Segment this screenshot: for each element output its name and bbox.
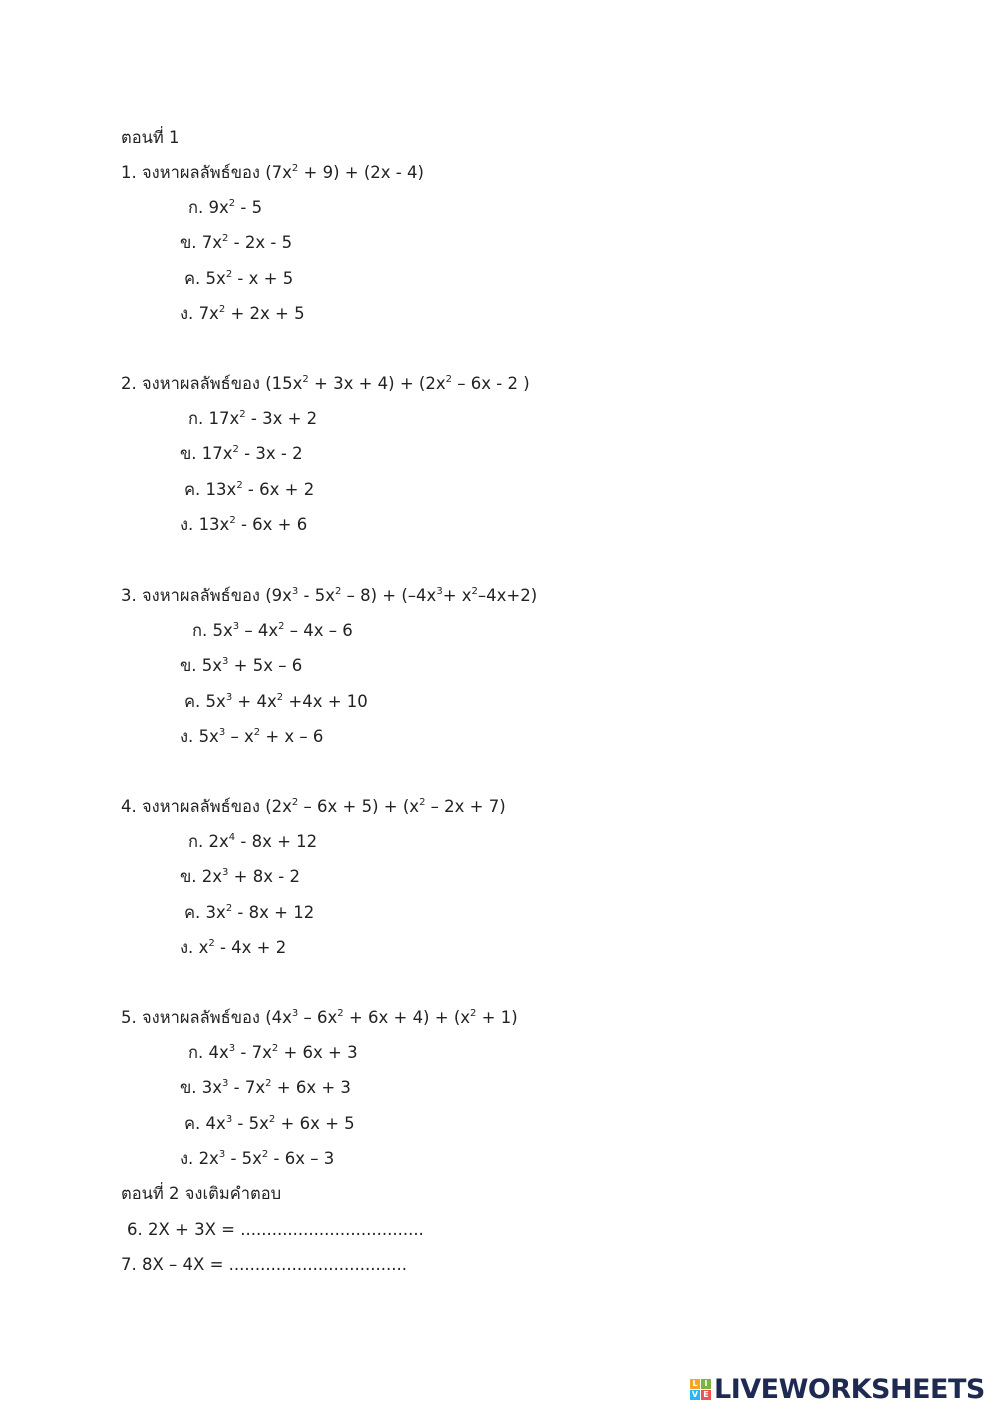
question-prompt: จงหาผลลัพธ์ของ (142, 1008, 260, 1027)
exponent: 2 (225, 269, 233, 280)
choice-2-4[interactable] (180, 515, 307, 535)
fill-item-7[interactable] (121, 1255, 407, 1275)
expression-part: - 3x + 2 (245, 409, 318, 428)
exponent: 3 (225, 692, 233, 703)
expression-part: - 8x + 12 (235, 832, 318, 851)
exponent: 2 (253, 727, 261, 738)
exponent: 3 (291, 1008, 299, 1019)
choice-label: ข. (180, 867, 197, 886)
exponent: 3 (222, 656, 229, 667)
part1-title (121, 128, 180, 148)
choice-label: ข. (180, 656, 197, 675)
expression-part: - 8x + 12 (232, 903, 315, 922)
exponent: 2 (222, 233, 229, 244)
choice-label: ก. (188, 1043, 204, 1062)
question-number: 3. (121, 586, 137, 605)
expression-part: – 2x + 7) (425, 797, 506, 816)
choice-label: ก. (192, 621, 208, 640)
expression-part: 2x (201, 867, 223, 886)
expression-part: 13x (205, 480, 237, 499)
expression-part: + 1) (476, 1008, 518, 1027)
fill-number: 6. (127, 1220, 143, 1239)
exponent: 2 (261, 1149, 269, 1160)
choice-2-2[interactable] (180, 444, 303, 464)
exponent: 2 (278, 621, 285, 632)
choice-label: ก. (188, 198, 204, 217)
expression-part: 17x (208, 409, 240, 428)
part2-title (121, 1184, 281, 1204)
fill-item-6[interactable] (127, 1220, 424, 1240)
expression-part: + 8x - 2 (228, 867, 300, 886)
expression-part: +4x + 10 (283, 692, 368, 711)
exponent: 2 (337, 1008, 344, 1019)
choice-1-2[interactable] (180, 233, 292, 253)
question-prompt: จงหาผลลัพธ์ของ (142, 797, 260, 816)
choice-3-3[interactable] (184, 692, 368, 712)
choice-label: ข. (180, 444, 197, 463)
expression-part: + 2x + 5 (225, 304, 305, 323)
expression-part: - 6x + 6 (235, 515, 308, 534)
expression-part: - 5x (232, 1114, 269, 1133)
expression-part: – 4x (239, 621, 279, 640)
expression-part: 5x (198, 727, 219, 746)
expression-part: + x – 6 (260, 727, 324, 746)
question-number: 1. (121, 163, 137, 182)
expression-part: – x (225, 727, 254, 746)
exponent: 3 (291, 586, 299, 597)
expression-part: 5x (201, 656, 223, 675)
expression-part: - 3x - 2 (238, 444, 303, 463)
exponent: 3 (228, 1043, 236, 1054)
expression-part: + 4x (232, 692, 277, 711)
exponent: 2 (236, 480, 243, 491)
expression-part: 9x (208, 198, 229, 217)
question-4 (121, 797, 506, 817)
exponent: 2 (445, 374, 452, 385)
choice-label: ข. (180, 233, 197, 252)
question-prompt: จงหาผลลัพธ์ของ (142, 163, 260, 182)
fill-number: 7. (121, 1255, 137, 1274)
expression-part: (2x (265, 797, 292, 816)
expression-part: (9x (265, 586, 292, 605)
logo-letter-v: V (691, 1390, 699, 1399)
choice-5-4[interactable] (180, 1149, 334, 1169)
exponent: 3 (218, 1149, 226, 1160)
exponent: 2 (291, 163, 299, 174)
choice-label: ง. (180, 515, 194, 534)
part-title-text: ตอนที่ 1 (121, 128, 180, 147)
exponent: 3 (222, 1078, 229, 1089)
expression-part: – 4x – 6 (284, 621, 353, 640)
choice-5-2[interactable] (180, 1078, 351, 1098)
question-number: 5. (121, 1008, 137, 1027)
question-1 (121, 163, 424, 183)
question-2 (121, 374, 530, 394)
expression-part: 7x (198, 304, 219, 323)
exponent: 3 (222, 867, 229, 878)
logo-icon (690, 1379, 711, 1400)
expression-part: 13x (198, 515, 230, 534)
exponent: 2 (208, 938, 215, 949)
logo-letter-e: E (701, 1390, 711, 1400)
choice-4-4[interactable] (180, 938, 286, 958)
expression-part: - 2x - 5 (228, 233, 293, 252)
expression-part: - 6x – 3 (268, 1149, 335, 1168)
choice-label: ค. (184, 269, 201, 288)
exponent: 2 (239, 409, 246, 420)
exponent: 2 (471, 586, 478, 597)
logo-letter-i: I (701, 1379, 711, 1389)
exponent: 2 (225, 903, 233, 914)
exponent: 2 (302, 374, 309, 385)
exponent: 2 (271, 1043, 279, 1054)
exponent: 2 (470, 1008, 477, 1019)
expression-part: 5x (205, 692, 226, 711)
choice-5-1[interactable] (188, 1043, 358, 1063)
exponent: 2 (276, 692, 284, 703)
choice-label: ก. (188, 832, 204, 851)
choice-3-2[interactable] (180, 656, 302, 676)
choice-3-1[interactable] (192, 621, 353, 641)
expression-part: 4x (205, 1114, 226, 1133)
expression-part: (15x (265, 374, 303, 393)
exponent: 2 (218, 304, 226, 315)
expression-part: - 5x (225, 1149, 262, 1168)
choice-4-2[interactable] (180, 867, 300, 887)
expression-part: - x + 5 (232, 269, 294, 288)
choice-label: ง. (180, 727, 194, 746)
exponent: 3 (436, 586, 443, 597)
choice-5-3[interactable] (184, 1114, 355, 1134)
choice-label: ก. (188, 409, 204, 428)
expression-part: 4x (208, 1043, 229, 1062)
choice-label: ค. (184, 903, 201, 922)
exponent: 2 (232, 444, 239, 455)
expression-part: 5x (212, 621, 233, 640)
exponent: 3 (225, 1114, 233, 1125)
exponent: 2 (268, 1114, 276, 1125)
choice-label: ง. (180, 938, 194, 957)
liveworksheets-logo (690, 1372, 985, 1406)
expression-part: - 6x + 2 (242, 480, 315, 499)
fill-text: 2X + 3X = ................................... (148, 1220, 424, 1239)
expression-part: 2x (198, 1149, 219, 1168)
choice-1-3[interactable] (184, 269, 293, 289)
choice-label: ค. (184, 1114, 201, 1133)
expression-part: + 6x + 3 (278, 1043, 358, 1062)
expression-part: + 3x + 4) + (2x (308, 374, 446, 393)
question-number: 2. (121, 374, 137, 393)
expression-part: (7x (265, 163, 292, 182)
expression-part: 5x (205, 269, 226, 288)
logo-letter-l: L (690, 1379, 700, 1389)
expression-part: + 6x + 5 (275, 1114, 355, 1133)
choice-label: ข. (180, 1078, 197, 1097)
choice-2-3[interactable] (184, 480, 314, 500)
expression-part: - 4x + 2 (214, 938, 287, 957)
expression-part: - 7x (228, 1078, 266, 1097)
question-5 (121, 1008, 518, 1028)
exponent: 2 (229, 515, 236, 526)
expression-part: – 8) + (–4x (341, 586, 437, 605)
expression-part: + x (442, 586, 472, 605)
exponent: 2 (291, 797, 299, 808)
choice-1-4[interactable] (180, 304, 305, 324)
expression-part: + 6x + 3 (271, 1078, 351, 1097)
choice-label: ง. (180, 1149, 194, 1168)
expression-part: x (198, 938, 209, 957)
exponent: 4 (228, 832, 236, 843)
part-title-text: ตอนที่ 2 จงเติมคำตอบ (121, 1184, 282, 1203)
question-3 (121, 586, 537, 606)
expression-part: + 6x + 4) + (x (343, 1008, 471, 1027)
question-number: 4. (121, 797, 137, 816)
expression-part: – 6x - 2 ) (452, 374, 530, 393)
choice-label: ง. (180, 304, 194, 323)
exponent: 2 (228, 198, 236, 209)
exponent: 2 (335, 586, 342, 597)
fill-text: 8X – 4X = .................................. (142, 1255, 407, 1274)
logo-wordmark: LIVEWORKSHEETS (714, 1373, 985, 1405)
expression-part: 17x (201, 444, 233, 463)
exponent: 3 (232, 621, 240, 632)
expression-part: 2x (208, 832, 229, 851)
expression-part: 7x (201, 233, 223, 252)
choice-3-4[interactable] (180, 727, 323, 747)
exponent: 2 (419, 797, 426, 808)
choice-4-1[interactable] (188, 832, 317, 852)
choice-1-1[interactable] (188, 198, 262, 218)
choice-2-1[interactable] (188, 409, 317, 429)
exponent: 3 (218, 727, 226, 738)
expression-part: - 5 (235, 198, 263, 217)
exponent: 2 (265, 1078, 272, 1089)
expression-part: - 5x (298, 586, 335, 605)
expression-part: – 6x + 5) + (x (298, 797, 420, 816)
expression-part: + 5x – 6 (228, 656, 303, 675)
expression-part: 3x (205, 903, 226, 922)
choice-4-3[interactable] (184, 903, 314, 923)
expression-part: + 9) + (2x - 4) (298, 163, 424, 182)
expression-part: – 6x (298, 1008, 338, 1027)
question-prompt: จงหาผลลัพธ์ของ (142, 374, 260, 393)
choice-label: ค. (184, 692, 201, 711)
question-prompt: จงหาผลลัพธ์ของ (142, 586, 260, 605)
expression-part: 3x (201, 1078, 223, 1097)
expression-part: (4x (265, 1008, 292, 1027)
expression-part: - 7x (235, 1043, 272, 1062)
expression-part: –4x+2) (477, 586, 538, 605)
choice-label: ค. (184, 480, 201, 499)
